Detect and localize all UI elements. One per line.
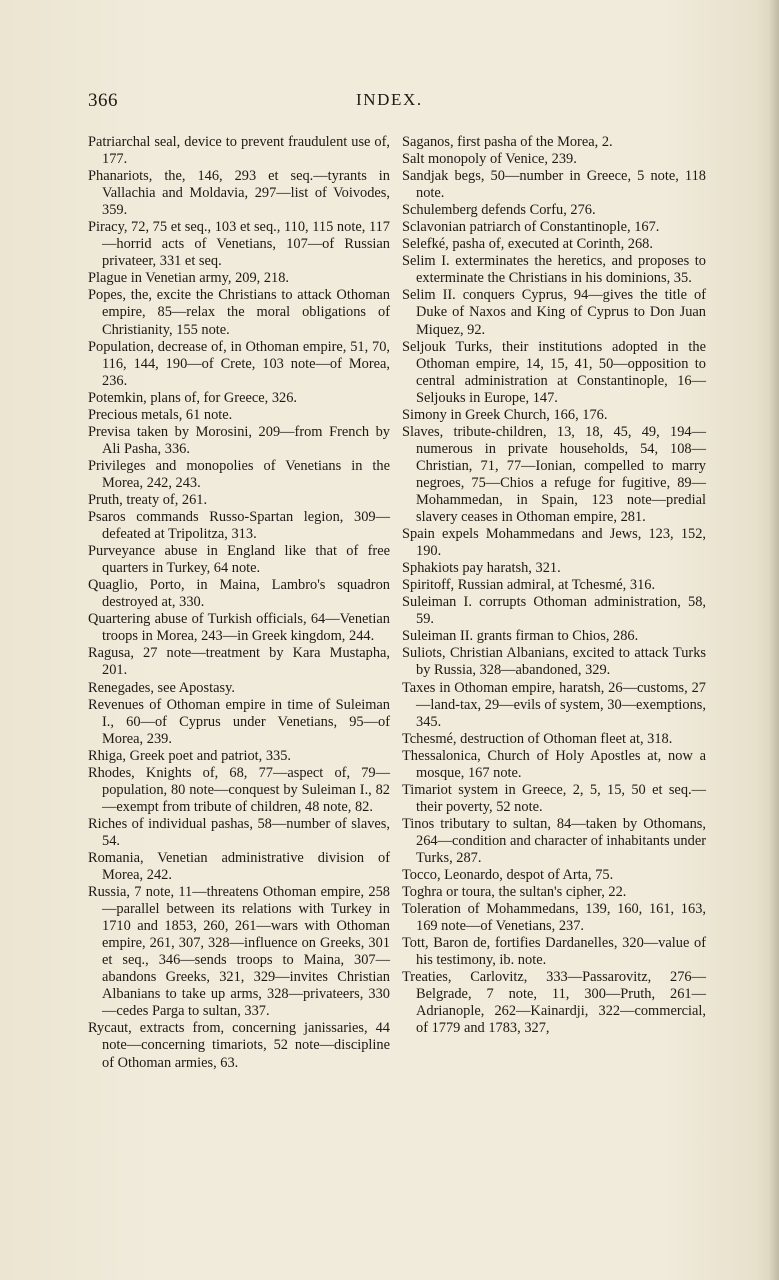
index-entry: Phanariots, the, 146, 293 et seq.—tyrants in Vallachia and Moldavia, 297—list of Voivodes, 359. [88,168,390,219]
index-entry: Renegades, see Apostasy. [88,679,235,696]
index-entry: Revenues of Othoman empire in time of Suleiman I., 60—of Cyprus under Venetians, 95—of Morea, 239. [88,696,390,747]
index-entry: Sandjak begs, 50—number in Greece, 5 note, 118 note. [402,168,706,202]
index-entry: Previsa taken by Morosini, 209—from French by Ali Pasha, 336. [88,423,390,457]
index-entry: Riches of individual pashas, 58—number of slaves, 54. [88,815,390,849]
index-entry: Population, decrease of, in Othoman empire, 51, 70, 116, 144, 190—of Crete, 103 note—of Morea, 236. [88,338,390,389]
running-head [88,90,708,114]
index-entry: Treaties, Carlovitz, 333—Passarovitz, 276—Belgrade, 7 note, 11, 300—Pruth, 261—Adrianople, 262—Kainardji, 322—commercial, of 1779 and 1783, 327, [402,969,706,1037]
index-column-right [402,134,706,1037]
index-entry: Taxes in Othoman empire, haratsh, 26—customs, 27—land-tax, 29—evils of system, 30—exemptions, 345. [402,679,706,730]
index-entry: Ragusa, 27 note—treatment by Kara Mustapha, 201. [88,645,390,679]
index-entry: Rycaut, extracts from, concerning janissaries, 44 note—concerning timariots, 52 note—discipline of Othoman armies, 63. [88,1020,390,1071]
index-entry: Quaglio, Porto, in Maina, Lambro's squadron destroyed at, 330. [88,577,390,611]
index-entry: Toghra or toura, the sultan's cipher, 22. [402,884,627,901]
index-entry: Toleration of Mohammedans, 139, 160, 161, 163, 169 note—of Venetians, 237. [402,901,706,935]
index-entry: Spain expels Mohammedans and Jews, 123, 152, 190. [402,526,706,560]
index-entry: Psaros commands Russo-Spartan legion, 309—defeated at Tripolitza, 313. [88,509,390,543]
index-entry: Sclavonian patriarch of Constantinople, 167. [402,219,660,236]
index-entry: Privileges and monopolies of Venetians in the Morea, 242, 243. [88,457,390,491]
index-entry: Russia, 7 note, 11—threatens Othoman empire, 258—parallel between its relations with Turkey in 1710 and 1853, 260, 261—wars with Othoman empire, 261, 307, 328—influence on Greeks, 301 et seq., 346—sends troops to Maina, 307—abandons Greeks, 321, 329—invites Christian Albanians to take up arms, 328—privateers, 330—cedes Parga to sultan, 337. [88,884,390,1020]
index-entry: Saganos, first pasha of the Morea, 2. [402,134,613,150]
index-entry: Spiritoff, Russian admiral, at Tchesmé, 316. [402,577,656,594]
index-entry: Suleiman I. corrupts Othoman administration, 58, 59. [402,594,706,628]
index-entry: Romania, Venetian administrative division of Morea, 242. [88,849,390,884]
index-entry: Timariot system in Greece, 2, 5, 15, 50 et seq.—their poverty, 52 note. [402,781,706,815]
page-number: 366 [88,90,118,111]
index-entry: Rhodes, Knights of, 68, 77—aspect of, 79—population, 80 note—conquest by Suleiman I., 82—exempt from tribute of children, 48 note, 82. [88,764,390,815]
index-entry: Rhiga, Greek poet and patriot, 335. [88,747,292,764]
index-entry: Popes, the, excite the Christians to attack Othoman empire, 85—relax the moral obligations of Christianity, 155 note. [88,287,390,338]
index-entry: Tott, Baron de, fortifies Dardanelles, 320—value of his testimony, ib. note. [402,935,706,969]
index-entry: Seljouk Turks, their institutions adopted in the Othoman empire, 14, 15, 41, 50—opposition to central administration at Constantinople, 16—Seljouks in Europe, 147. [402,338,706,406]
index-entry: Suliots, Christian Albanians, excited to attack Turks by Russia, 328—abandoned, 329. [402,645,706,679]
index-entry: Simony in Greek Church, 166, 176. [402,406,608,423]
page-title: INDEX. [356,90,423,109]
index-entry: Patriarchal seal, device to prevent fraudulent use of, 177. [88,134,390,168]
index-entry: Selefké, pasha of, executed at Corinth, 268. [402,236,653,253]
index-entry: Potemkin, plans of, for Greece, 326. [88,389,298,406]
index-entry: Slaves, tribute-children, 13, 18, 45, 49, 194—numerous in private households, 54, 108—Christian, 71, 77—Ionian, compelled to marry negroes, 75—Chios a refuge for fugitive, 89—Mohammedan, in Spain, 123 note—predial slavery ceases in Othoman empire, 281. [402,423,706,526]
index-entry: Precious metals, 61 note. [88,406,233,423]
index-entry: Quartering abuse of Turkish officials, 64—Venetian troops in Morea, 243—in Greek kingdom, 244. [88,611,390,645]
page-edge-shadow [769,0,779,1280]
index-entry: Piracy, 72, 75 et seq., 103 et seq., 110, 115 note, 117—horrid acts of Venetians, 107—of Russian privateer, 331 et seq. [88,219,390,270]
index-entry: Selim II. conquers Cyprus, 94—gives the title of Duke of Naxos and King of Cyprus to Don Juan Miquez, 92. [402,287,706,338]
index-entry: Suleiman II. grants firman to Chios, 286. [402,628,639,645]
index-entry: Purveyance abuse in England like that of free quarters in Turkey, 64 note. [88,543,390,577]
index-entry: Schulemberg defends Corfu, 276. [402,202,596,219]
index-entry: Plague in Venetian army, 209, 218. [88,270,290,287]
index-entry: Salt monopoly of Venice, 239. [402,151,577,168]
index-entry: Tchesmé, destruction of Othoman fleet at, 318. [402,730,673,747]
index-column-left [88,134,390,1072]
index-entry: Tocco, Leonardo, despot of Arta, 75. [402,867,614,884]
index-entry: Sphakiots pay haratsh, 321. [402,560,561,577]
index-entry: Tinos tributary to sultan, 84—taken by Othomans, 264—condition and character of inhabitants under Turks, 287. [402,815,706,866]
index-entry: Pruth, treaty of, 261. [88,491,208,508]
index-entry: Thessalonica, Church of Holy Apostles at, now a mosque, 167 note. [402,747,706,781]
index-entry: Selim I. exterminates the heretics, and proposes to exterminate the Christians in his dominions, 35. [402,253,706,287]
